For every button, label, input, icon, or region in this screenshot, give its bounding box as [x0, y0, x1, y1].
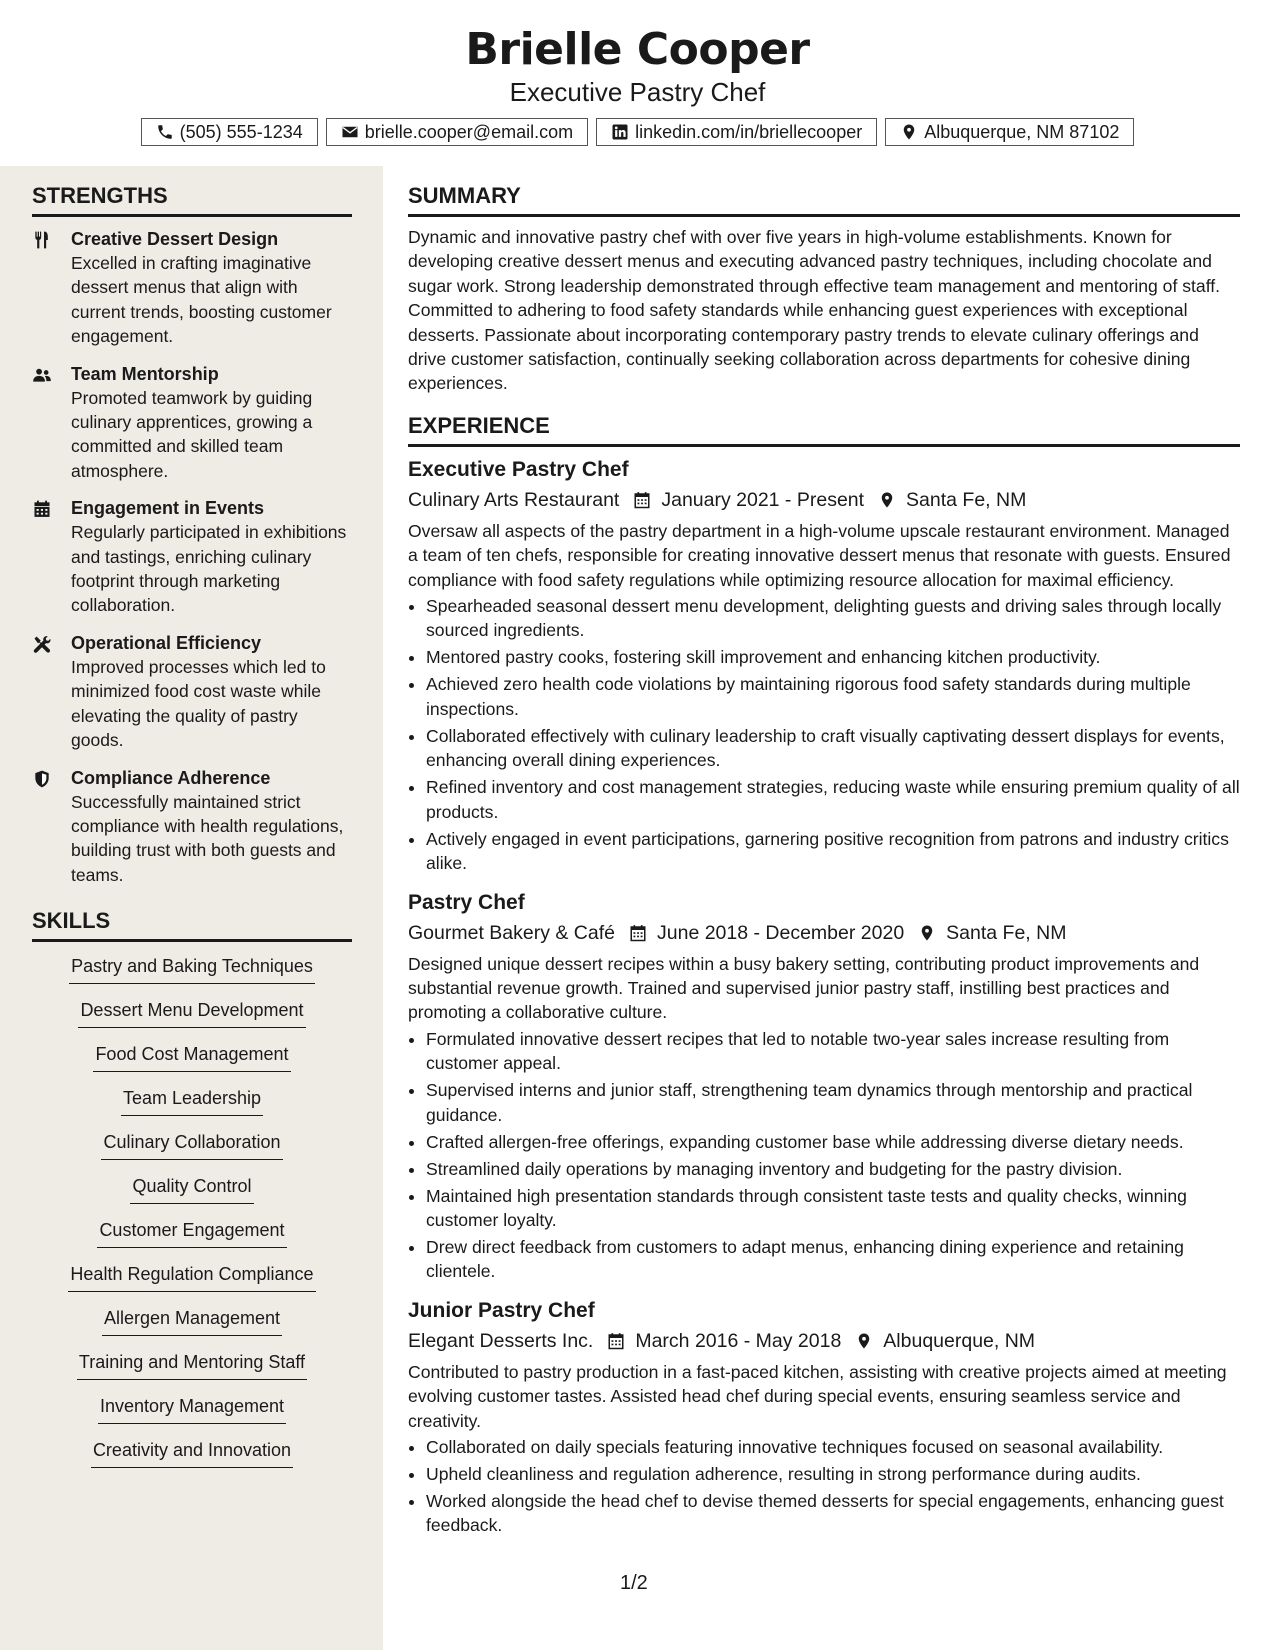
bullet-item: • Maintained high presentation standards through consistent taste tests and quality checks, winning customer loyalty. [426, 1184, 1240, 1233]
summary-text: Dynamic and innovative pastry chef with over five years in high-volume establishments. Known for developing creative dessert menus and executing advanced pastry techniques, including chocolate and sugar work. Strong leadership demonstrated through effective team management and mentoring of staff. Committed to adhering to food safety standards while enhancing guest experiences with exceptional desserts. Passionate about incorporating contemporary pastry trends to elevate culinary offerings and drive customer satisfaction, continually seeking collaboration across departments for cohesive dining experiences. [408, 227, 1221, 394]
strength-title: Creative Dessert Design [71, 229, 279, 249]
bullet-item: • Formulated innovative dessert recipes that led to notable two-year sales increase resulting from customer appeal. [426, 1027, 1240, 1076]
strength-title: Team Mentorship [71, 363, 219, 384]
bullet-item: • Drew direct feedback from customers to adapt menus, enhancing dining experience and retaining clientele. [426, 1235, 1240, 1284]
skill-item: Training and Mentoring Staff [77, 1350, 307, 1380]
linkedin-icon [611, 123, 629, 141]
phone-text: (505) 555-1234 [179, 121, 303, 142]
bullet-item: • Crafted allergen-free offerings, expanding customer base while addressing diverse dietary needs. [426, 1130, 1240, 1154]
resume-header [0, 0, 1275, 146]
strength-item [32, 496, 352, 618]
skills-heading: SKILLS [32, 907, 352, 942]
skill-item: Food Cost Management [93, 1042, 290, 1072]
contact-email[interactable] [326, 118, 588, 146]
bullet-item: • Actively engaged in event participations, garnering positive recognition from patrons and industry critics alike. [426, 827, 1240, 876]
bullet-item: • Refined inventory and cost management strategies, reducing waste while ensuring premium quality of all products. [426, 775, 1240, 824]
job-dates: January 2021 - Present [661, 488, 865, 511]
job-entry [408, 455, 1240, 876]
job-company: Elegant Desserts Inc. [408, 1329, 594, 1352]
strength-desc: Successfully maintained strict compliance with health regulations, building trust with both guests and teams. [71, 791, 344, 885]
bullet-item: • Spearheaded seasonal dessert menu development, delighting guests and driving sales through locally sourced ingredients. [426, 594, 1240, 643]
phone-icon [156, 123, 174, 141]
calendar-icon [32, 499, 52, 519]
strength-desc: Improved processes which led to minimized food cost waste while elevating the quality of pastry goods. [71, 656, 326, 751]
email-text: brielle.cooper@email.com [364, 121, 574, 142]
strength-desc: Promoted teamwork by guiding culinary apprentices, growing a committed and skilled team atmosphere. [71, 387, 313, 481]
strength-title: Engagement in Events [71, 498, 265, 519]
calendar-icon [633, 491, 651, 509]
skills-list [32, 954, 352, 1482]
candidate-title: Executive Pastry Chef [509, 77, 766, 107]
skill-item: Creativity and Innovation [91, 1438, 293, 1468]
utensils-icon [32, 230, 52, 250]
map-pin-icon [878, 491, 896, 509]
job-dates: June 2018 - December 2020 [657, 921, 905, 944]
job-bullets [408, 594, 1240, 875]
bullet-item: • Collaborated on daily specials featuring innovative techniques focused on seasonal availability. [426, 1435, 1240, 1459]
contact-bar [0, 118, 1275, 146]
strength-desc: Regularly participated in exhibitions and tastings, enriching culinary footprint through marketing collaboration. [71, 522, 347, 616]
experience-heading: EXPERIENCE [408, 412, 1240, 447]
skill-item: Customer Engagement [97, 1218, 286, 1248]
job-location: Santa Fe, NM [906, 488, 1027, 511]
job-company: Gourmet Bakery & Café [408, 921, 615, 944]
strength-title: Compliance Adherence [71, 767, 271, 788]
job-meta [408, 918, 1240, 948]
map-pin-icon [900, 123, 918, 141]
sidebar [0, 166, 383, 1650]
job-entry [408, 888, 1240, 1284]
job-title: Executive Pastry Chef [408, 457, 629, 481]
bullet-item: • Upheld cleanliness and regulation adherence, resulting in strong performance during audits. [426, 1462, 1240, 1486]
map-pin-icon [855, 1332, 873, 1350]
calendar-icon [607, 1332, 625, 1350]
job-location: Santa Fe, NM [946, 921, 1067, 944]
tools-icon [32, 634, 52, 654]
skill-item: Culinary Collaboration [101, 1130, 282, 1160]
skill-item: Allergen Management [102, 1306, 282, 1336]
bullet-item: • Collaborated effectively with culinary leadership to craft visually captivating dessert displays for events, enhancing overall dining experiences. [426, 724, 1240, 773]
bullet-item: • Streamlined daily operations by managing inventory and budgeting for the pastry division. [426, 1157, 1240, 1181]
linkedin-text: linkedin.com/in/briellecooper [635, 121, 863, 142]
summary-heading: SUMMARY [408, 182, 1240, 217]
skill-item: Team Leadership [121, 1086, 263, 1116]
job-title: Pastry Chef [408, 890, 525, 914]
shield-icon [32, 769, 52, 789]
job-meta [408, 485, 1240, 515]
job-meta [408, 1326, 1240, 1356]
job-description: Designed unique dessert recipes within a busy bakery setting, contributing product improvements and substantial revenue growth. Trained and supervised junior pastry staff, instilling best practices and promoting a collaborative culture. [408, 953, 1200, 1023]
calendar-icon [629, 924, 647, 942]
map-pin-icon [918, 924, 936, 942]
job-description: Oversaw all aspects of the pastry department in a high-volume upscale restaurant environment. Managed a team of ten chefs, responsible for creating innovative dessert menus that resonate with guests. Ensured compliance with food safety regulations while optimizing resource allocation for maximal efficiency. [408, 520, 1231, 590]
skill-item: Pastry and Baking Techniques [69, 954, 315, 984]
bullet-item: • Achieved zero health code violations by maintaining rigorous food safety standards during multiple inspections. [426, 672, 1240, 721]
job-entry [408, 1296, 1240, 1538]
job-title: Junior Pastry Chef [408, 1298, 595, 1322]
strengths-list [32, 227, 352, 887]
candidate-name: Brielle Cooper [465, 24, 810, 75]
users-icon [32, 365, 52, 385]
job-bullets [408, 1027, 1240, 1284]
skill-item: Quality Control [130, 1174, 253, 1204]
strength-item [32, 227, 352, 349]
job-company: Culinary Arts Restaurant [408, 488, 620, 511]
envelope-icon [341, 123, 359, 141]
strength-title: Operational Efficiency [71, 632, 262, 653]
contact-phone[interactable] [141, 118, 318, 146]
skill-item: Inventory Management [98, 1394, 286, 1424]
strength-item [32, 631, 352, 753]
main-content [408, 182, 1240, 1540]
contact-linkedin[interactable] [596, 118, 877, 146]
bullet-item: • Mentored pastry cooks, fostering skill improvement and enhancing kitchen productivity. [426, 645, 1240, 669]
bullet-item: • Supervised interns and junior staff, strengthening team dynamics through mentorship and practical guidance. [426, 1078, 1240, 1127]
job-description: Contributed to pastry production in a fast-paced kitchen, assisting with creative projects aimed at meeting evolving customer tastes. Assisted head chef during special events, ensuring seamless service and creativity. [408, 1361, 1227, 1431]
skill-item: Dessert Menu Development [78, 998, 305, 1028]
location-text: Albuquerque, NM 87102 [924, 121, 1120, 142]
job-bullets [408, 1435, 1240, 1538]
job-location: Albuquerque, NM [883, 1329, 1036, 1352]
strength-item [32, 766, 352, 888]
strength-desc: Excelled in crafting imaginative dessert menus that align with current trends, boosting customer engagement. [71, 253, 332, 347]
job-dates: March 2016 - May 2018 [635, 1329, 842, 1352]
strengths-heading: STRENGTHS [32, 182, 352, 217]
bullet-item: • Worked alongside the head chef to devise themed desserts for special engagements, enhancing guest feedback. [426, 1489, 1240, 1538]
skill-item: Health Regulation Compliance [68, 1262, 315, 1292]
strength-item [32, 362, 352, 484]
contact-location[interactable] [885, 118, 1134, 146]
page-number: 1/2 [620, 1572, 648, 1594]
